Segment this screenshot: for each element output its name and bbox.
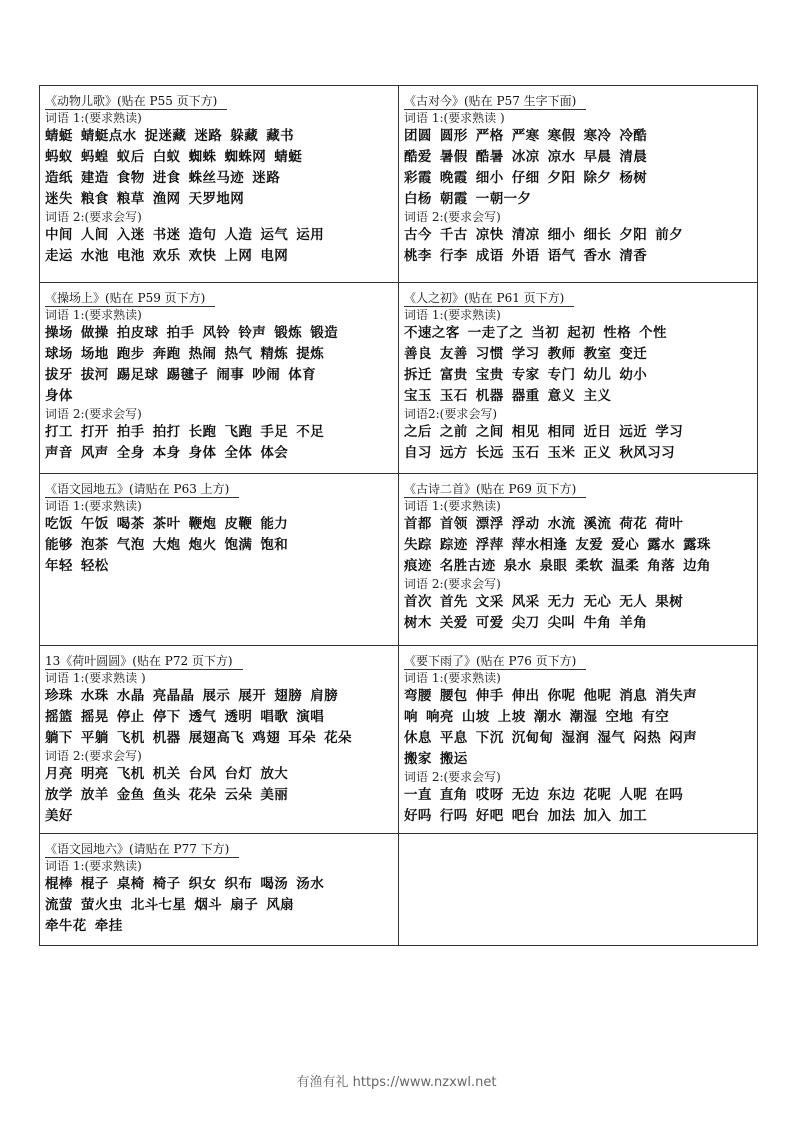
words-label-write: 词语 2:(要求会写) (45, 749, 142, 763)
word-line: 能够 泡茶 气泡 大炮 炮火 饱满 饱和 (45, 537, 289, 553)
word-line: 不速之客 一走了之 当初 起初 性格 个性 (404, 325, 667, 341)
section-cell (399, 283, 758, 474)
word-line: 造纸 建造 食物 进食 蛛丝马迹 迷路 (45, 170, 281, 186)
word-line: 打工 打开 拍手 拍打 长跑 飞跑 手足 不足 (45, 424, 325, 440)
word-line: 蜻蜓 蜻蜓点水 捉迷藏 迷路 躲藏 藏书 (45, 128, 294, 144)
word-line: 声音 风声 全身 本身 身体 全体 体会 (45, 445, 289, 461)
words-label-write: 词语2:(要求会写) (404, 407, 498, 421)
word-line: 白杨 朝霞 一朝一夕 (404, 191, 532, 207)
words-label-write: 词语 2:(要求会写) (404, 210, 501, 224)
words-label-write: 词语 2:(要求会写) (45, 210, 142, 224)
word-line: 弯腰 腰包 伸手 伸出 你呢 他呢 消息 消失声 (404, 688, 697, 704)
section-title: 《人之初》(贴在 P61 页下方) (404, 291, 574, 307)
word-line: 蚂蚁 蚂蝗 蚁后 白蚁 蜘蛛 蜘蛛网 蜻蜓 (45, 149, 303, 165)
words-label-read: 词语 1:(要求熟读) (45, 111, 142, 125)
empty-cell (399, 834, 758, 946)
word-line: 首都 首领 漂浮 浮动 水流 溪流 荷花 荷叶 (404, 516, 684, 532)
section-title: 《动物儿歌》(贴在 P55 页下方) (45, 94, 227, 110)
section-title: 13《荷叶圆圆》(贴在 P72 页下方) (45, 654, 243, 670)
word-line: 树木 关爱 可爱 尖刀 尖叫 牛角 羊角 (404, 615, 648, 631)
word-line: 珍珠 水珠 水晶 亮晶晶 展示 展开 翅膀 肩膀 (45, 688, 338, 704)
section-title: 《操场上》(贴在 P59 页下方) (45, 291, 215, 307)
section-cell (40, 283, 399, 474)
section-cell (40, 646, 399, 834)
word-line: 桃李 行李 成语 外语 语气 香水 清香 (404, 248, 648, 264)
word-line: 失踪 踪迹 浮萍 萍水相逢 友爱 爱心 露水 露珠 (404, 537, 711, 553)
words-label-write: 词语 2:(要求会写) (404, 577, 501, 591)
section-cell (399, 474, 758, 646)
words-label-read: 词语 1:(要求熟读) (45, 499, 142, 513)
section-title: 《要下雨了》(贴在 P76 页下方) (404, 654, 586, 670)
word-line: 休息 平息 下沉 沉甸甸 湿润 湿气 闷热 闷声 (404, 730, 697, 746)
words-label-read: 词语 1:(要求熟读 ) (45, 671, 146, 685)
section-title: 《语文园地六》(请贴在 P77 下方) (45, 842, 239, 858)
word-line: 摇篮 摇晃 停止 停下 透气 透明 唱歌 演唱 (45, 709, 325, 725)
word-line: 操场 做操 拍皮球 拍手 风铃 铃声 锻炼 锻造 (45, 325, 338, 341)
words-label-write: 词语 2:(要求会写) (45, 407, 142, 421)
words-label-read: 词语 1:(要求熟读) (404, 671, 501, 685)
word-line: 首次 首先 文采 风采 无力 无心 无人 果树 (404, 594, 684, 610)
word-line: 牵牛花 牵挂 (45, 918, 123, 934)
words-label-read: 词语 1:(要求熟读 ) (404, 111, 505, 125)
section-cell (40, 474, 399, 646)
word-line: 走运 水池 电池 欢乐 欢快 上网 电网 (45, 248, 289, 264)
section-title: 《古诗二首》(贴在 P69 页下方) (404, 482, 586, 498)
section-cell (399, 646, 758, 834)
section-cell (40, 834, 399, 946)
word-line: 一直 直角 哎呀 无边 东边 花呢 人呢 在吗 (404, 787, 684, 803)
word-line: 响 响亮 山坡 上坡 潮水 潮湿 空地 有空 (404, 709, 670, 725)
words-label-read: 词语 1:(要求熟读) (45, 859, 142, 873)
word-line: 古今 千古 凉快 清凉 细小 细长 夕阳 前夕 (404, 227, 684, 243)
word-line: 之后 之前 之间 相见 相同 近日 远近 学习 (404, 424, 684, 440)
vocabulary-table (39, 85, 758, 946)
section-cell (40, 86, 399, 283)
word-line: 善良 友善 习惯 学习 教师 教室 变迁 (404, 346, 648, 362)
word-line: 流萤 萤火虫 北斗七星 烟斗 扇子 风扇 (45, 897, 294, 913)
words-label-read: 词语 1:(要求熟读) (404, 308, 501, 322)
section-title: 《古对今》(贴在 P57 生字下面) (404, 94, 586, 110)
section-title: 《语文园地五》(请贴在 P63 上方) (45, 482, 239, 498)
word-line: 中间 人间 入迷 书迷 造句 人造 运气 运用 (45, 227, 325, 243)
word-line: 美好 (45, 808, 73, 824)
words-label-read: 词语 1:(要求熟读) (45, 308, 142, 322)
word-line: 好吗 行吗 好吧 吧台 加法 加入 加工 (404, 808, 648, 824)
word-line: 吃饭 午饭 喝茶 茶叶 鞭炮 皮鞭 能力 (45, 516, 289, 532)
word-line: 酷爱 暑假 酷暑 冰凉 凉水 早晨 清晨 (404, 149, 648, 165)
word-line: 身体 (45, 388, 73, 404)
word-line: 宝玉 玉石 机器 器重 意义 主义 (404, 388, 612, 404)
word-line: 迷失 粮食 粮草 渔网 天罗地网 (45, 191, 245, 207)
word-line: 彩霞 晚霞 细小 仔细 夕阳 除夕 杨树 (404, 170, 648, 186)
words-label-read: 词语 1:(要求熟读) (404, 499, 501, 513)
word-line: 棍棒 棍子 桌椅 椅子 织女 织布 喝汤 汤水 (45, 876, 325, 892)
word-line: 放学 放羊 金鱼 鱼头 花朵 云朵 美丽 (45, 787, 289, 803)
word-line: 躺下 平躺 飞机 机器 展翅高飞 鸡翅 耳朵 花朵 (45, 730, 352, 746)
word-line: 拔牙 拔河 踢足球 踢毽子 闹事 吵闹 体育 (45, 367, 316, 383)
word-line: 痕迹 名胜古迹 泉水 泉眼 柔软 温柔 角落 边角 (404, 558, 711, 574)
word-line: 搬家 搬运 (404, 751, 468, 767)
words-label-write: 词语 2:(要求会写) (404, 770, 501, 784)
section-cell (399, 86, 758, 283)
word-line: 球场 场地 跑步 奔跑 热闹 热气 精炼 提炼 (45, 346, 325, 362)
word-line: 自习 远方 长远 玉石 玉米 正义 秋风习习 (404, 445, 675, 461)
word-line: 年轻 轻松 (45, 558, 109, 574)
word-line: 月亮 明亮 飞机 机关 台风 台灯 放大 (45, 766, 289, 782)
word-line: 拆迁 富贵 宝贵 专家 专门 幼儿 幼小 (404, 367, 648, 383)
page-footer: 有渔有礼 https://www.nzxwl.net (296, 1075, 497, 1090)
word-line: 团圆 圆形 严格 严寒 寒假 寒冷 冷酷 (404, 128, 648, 144)
